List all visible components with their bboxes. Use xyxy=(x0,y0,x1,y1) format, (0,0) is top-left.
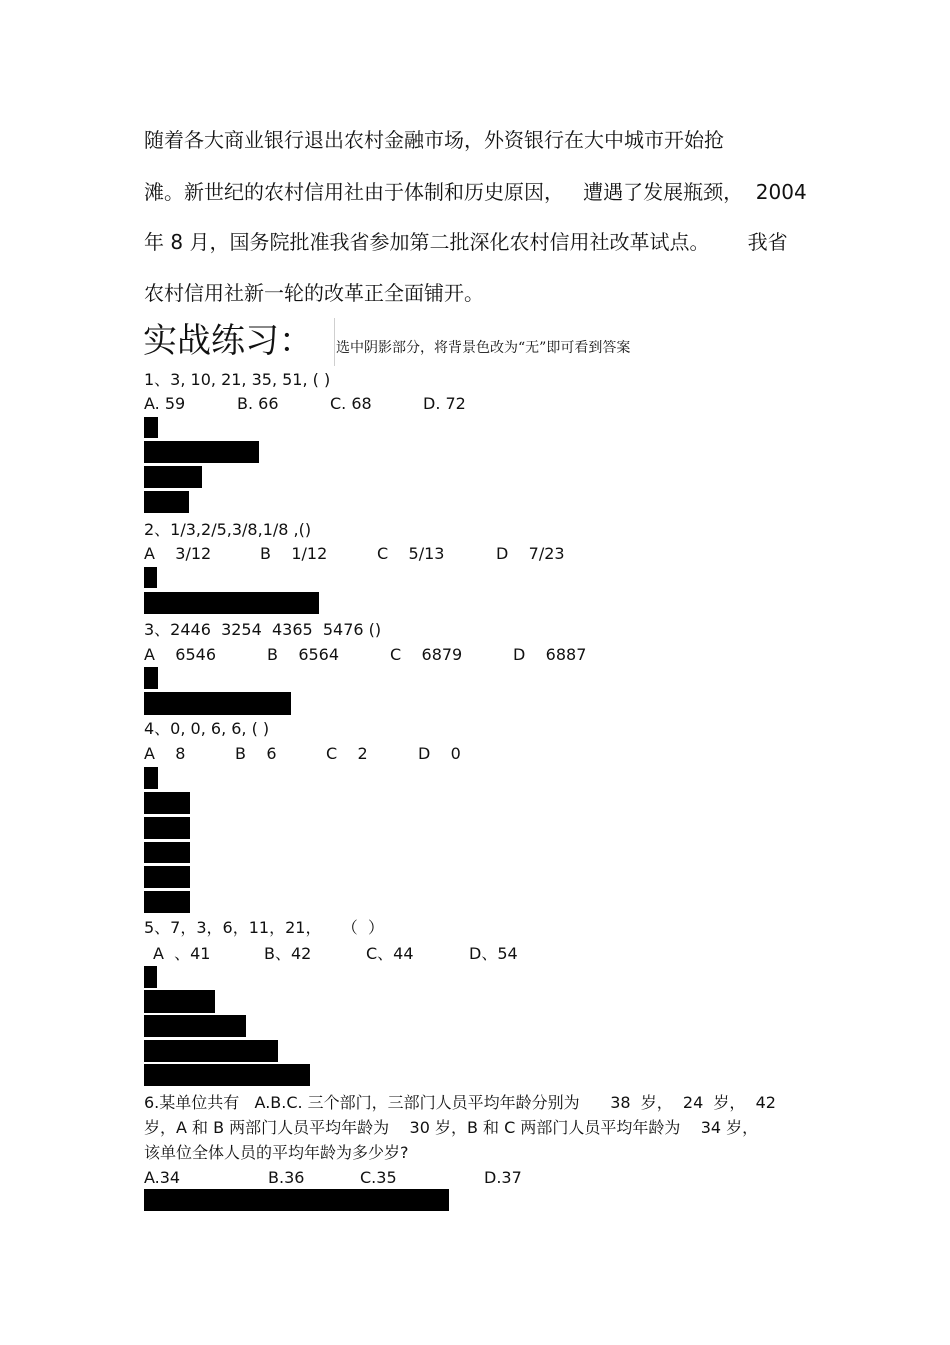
question-3-option-d: D 6887 xyxy=(513,645,587,664)
answer-shade[interactable] xyxy=(144,966,157,988)
question-6-option-c: C.35 xyxy=(360,1168,397,1187)
intro-line-4: 农村信用社新一轮的改革正全面铺开。 xyxy=(144,281,484,305)
question-5-option-c: C、44 xyxy=(366,944,414,963)
section-note: 选中阴影部分，将背景色改为“无”即可看到答案 xyxy=(336,340,631,356)
question-6-option-a: A.34 xyxy=(144,1168,181,1187)
answer-shade[interactable] xyxy=(144,1015,246,1037)
answer-shade[interactable] xyxy=(144,667,158,689)
answer-shade[interactable] xyxy=(144,441,259,463)
question-1-option-d: D. 72 xyxy=(423,394,466,413)
question-1-stem: 1、3, 10, 21, 35, 51, ( ) xyxy=(144,370,331,389)
question-2-option-a: A 3/12 xyxy=(144,544,212,563)
question-3-option-a: A 6546 xyxy=(144,645,217,664)
answer-shade[interactable] xyxy=(144,567,157,588)
answer-shade[interactable] xyxy=(144,817,190,839)
answer-shade[interactable] xyxy=(144,466,202,488)
question-2-option-b: B 1/12 xyxy=(260,544,328,563)
question-1-option-a: A. 59 xyxy=(144,394,186,413)
question-6-stem-line-3: 该单位全体人员的平均年龄为多少岁? xyxy=(144,1143,409,1162)
question-4-option-c: C 2 xyxy=(326,744,368,763)
question-5-stem: 5、7，3，6，11，21， （ ） xyxy=(144,918,384,937)
heading-divider xyxy=(334,318,335,366)
answer-shade[interactable] xyxy=(144,866,190,888)
question-3-option-c: C 6879 xyxy=(390,645,463,664)
answer-shade[interactable] xyxy=(144,767,158,789)
answer-shade[interactable] xyxy=(144,692,291,715)
section-title: 实战练习： xyxy=(143,321,313,361)
answer-shade[interactable] xyxy=(144,990,215,1013)
question-6-option-d: D.37 xyxy=(484,1168,522,1187)
question-2-option-d: D 7/23 xyxy=(496,544,565,563)
answer-shade[interactable] xyxy=(144,592,319,614)
question-4-stem: 4、0, 0, 6, 6, ( ) xyxy=(144,719,270,738)
question-1-option-c: C. 68 xyxy=(330,394,372,413)
intro-line-2: 滩。新世纪的农村信用社由于体制和历史原因， 遭遇了发展瓶颈， 2004 xyxy=(144,180,807,204)
question-5-option-b: B、42 xyxy=(264,944,312,963)
answer-shade[interactable] xyxy=(144,1189,449,1211)
answer-shade[interactable] xyxy=(144,1064,310,1086)
answer-shade[interactable] xyxy=(144,842,190,863)
question-6-stem-line-2: 岁，A 和 B 两部门人员平均年龄为 30 岁，B 和 C 两部门人员平均年龄为 34 岁， xyxy=(144,1118,759,1137)
answer-shade[interactable] xyxy=(144,891,190,913)
question-5-option-d: D、54 xyxy=(469,944,518,963)
question-6-stem-line-1: 6.某单位共有 A.B.C. 三个部门，三部门人员平均年龄分别为 38 岁， 24 岁， 42 xyxy=(144,1093,776,1112)
intro-line-1: 随着各大商业银行退出农村金融市场，外资银行在大中城市开始抢 xyxy=(144,128,724,152)
answer-shade[interactable] xyxy=(144,792,190,814)
question-4-option-a: A 8 xyxy=(144,744,186,763)
question-3-option-b: B 6564 xyxy=(267,645,340,664)
question-4-option-b: B 6 xyxy=(235,744,277,763)
answer-shade[interactable] xyxy=(144,1040,278,1062)
question-5-option-a: A 、41 xyxy=(153,944,211,963)
question-2-stem: 2、1/3,2/5,3/8,1/8 ,() xyxy=(144,520,312,539)
question-3-stem: 3、2446 3254 4365 5476 () xyxy=(144,620,382,639)
question-4-option-d: D 0 xyxy=(418,744,461,763)
question-6-option-b: B.36 xyxy=(268,1168,305,1187)
answer-shade[interactable] xyxy=(144,491,189,513)
intro-line-3: 年 8 月，国务院批准我省参加第二批深化农村信用社改革试点。 我省 xyxy=(144,230,788,254)
question-1-option-b: B. 66 xyxy=(237,394,279,413)
answer-shade[interactable] xyxy=(144,417,158,438)
question-2-option-c: C 5/13 xyxy=(377,544,445,563)
